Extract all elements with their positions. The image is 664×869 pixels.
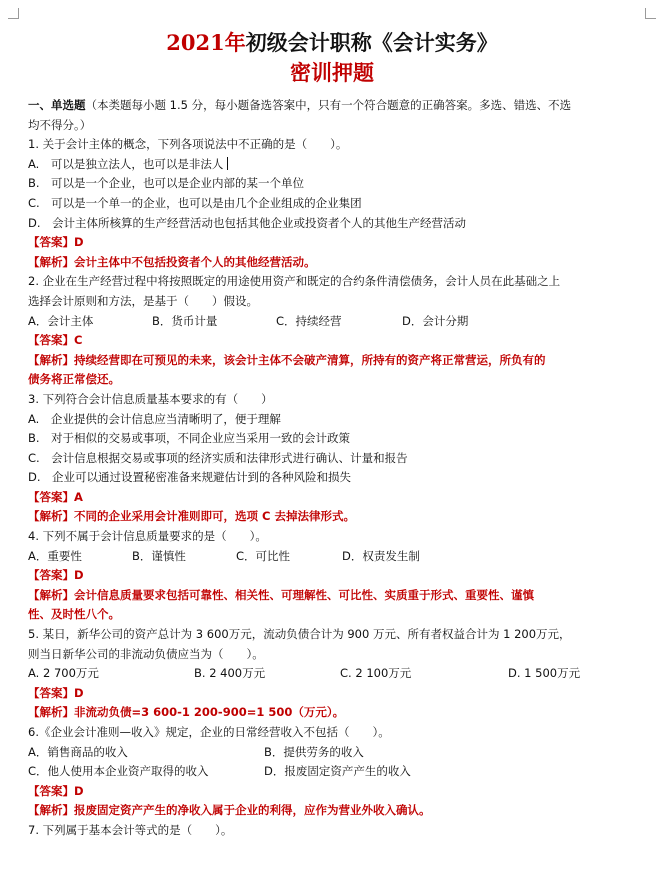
section-header: 一、单选题（本类题每小题 1.5 分，每小题备选答案中，只有一个符合题意的正确答案。多选、错选、不选 <box>28 98 572 112</box>
question-stem: 2. 企业在生产经营过程中将按照既定的用途使用资产和既定的合约条件清偿债务，会计人员在此基础之上 <box>28 274 561 289</box>
analysis: 【解析】不同的企业采用会计准则即可，选项 C 去掉法律形式。 <box>28 509 355 524</box>
analysis-cont: 债务将正常偿还。 <box>28 372 120 387</box>
option-c: C. 会计信息根据交易或事项的经济实质和法律形式进行确认、计量和报告 <box>28 450 408 465</box>
option-c: C．他人使用本企业资产取得的收入 <box>28 764 209 779</box>
analysis-cont: 性、及时性八个。 <box>28 607 120 622</box>
options-row <box>28 664 640 684</box>
question-stem-cont: 选择会计原则和方法，是基于（ ）假设。 <box>28 293 258 308</box>
option-b: B. 对于相似的交易或事项，不同企业应当采用一致的会计政策 <box>28 431 351 446</box>
option-c: C. 可以是一个单一的企业，也可以是由几个企业组成的企业集团 <box>28 195 362 210</box>
page-corner-mark <box>8 8 19 19</box>
option-b: B. 可以是一个企业，也可以是企业内部的某一个单位 <box>28 176 305 191</box>
option-a: A．销售商品的收入 <box>28 744 128 759</box>
option-b: B．货币计量 <box>152 313 218 328</box>
question-stem-cont: 则当日新华公司的非流动负债应当为（ ）。 <box>28 646 264 661</box>
option-a: A. 企业提供的会计信息应当清晰明了，便于理解 <box>28 411 281 426</box>
option-a: A. 可以是独立法人，也可以是非法人 <box>28 155 640 175</box>
option-a: A．会计主体 <box>28 313 94 328</box>
option-d: D．权责发生制 <box>342 548 420 563</box>
text-cursor <box>227 157 228 170</box>
option-d: D. 1 500万元 <box>508 666 581 681</box>
answer: 【答案】D <box>28 685 84 700</box>
document-body[interactable] <box>28 96 640 841</box>
answer: 【答案】D <box>28 568 84 583</box>
section-header-cont: 均不得分。） <box>28 117 92 132</box>
option-c: C．可比性 <box>236 548 291 563</box>
options-row <box>28 762 640 782</box>
answer: 【答案】D <box>28 235 84 250</box>
option-d: D. 会计主体所核算的生产经营活动也包括其他企业或投资者个人的其他生产经营活动 <box>28 215 467 230</box>
answer: 【答案】A <box>28 489 83 504</box>
question-stem: 7. 下列属于基本会计等式的是（ ）。 <box>28 822 233 837</box>
option-c: C. 2 100万元 <box>340 666 412 681</box>
analysis: 【解析】非流动负债=3 600-1 200-900=1 500（万元）。 <box>28 705 345 720</box>
options-row <box>28 547 640 567</box>
option-a: A．重要性 <box>28 548 82 563</box>
answer: 【答案】C <box>28 333 83 348</box>
question-stem: 3. 下列符合会计信息质量基本要求的有（ ） <box>28 391 273 406</box>
option-d: D．报废固定资产产生的收入 <box>264 764 411 779</box>
option-a: A. 2 700万元 <box>28 666 99 681</box>
analysis: 【解析】会计主体中不包括投资者个人的其他经营活动。 <box>28 254 316 269</box>
option-b: B．提供劳务的收入 <box>264 744 364 759</box>
option-b: B. 2 400万元 <box>194 666 266 681</box>
answer: 【答案】D <box>28 783 84 798</box>
question-stem: 4. 下列不属于会计信息质量要求的是（ ）。 <box>28 529 267 544</box>
page-corner-mark <box>645 8 656 19</box>
document-title: 2021年初级会计职称《会计实务》 <box>166 30 498 55</box>
options-row <box>28 743 640 763</box>
question-stem: 6.《企业会计准则—收入》规定，企业的日常经营收入不包括（ ）。 <box>28 725 390 739</box>
document-subtitle: 密训押题 <box>290 60 374 85</box>
question-stem: 5. 某日，新华公司的资产总计为 3 600万元，流动负债合计为 900 万元、所有者权益合计为 1 200万元， <box>28 627 571 642</box>
option-b: B．谨慎性 <box>132 548 186 563</box>
question-stem: 1. 关于会计主体的概念，下列各项说法中不正确的是（ ）。 <box>28 137 348 152</box>
analysis: 【解析】持续经营即在可预见的未来，该会计主体不会破产清算，所持有的资产将正常营运，所负有的 <box>28 352 546 367</box>
options-row <box>28 312 640 332</box>
option-d: D．会计分期 <box>402 313 469 328</box>
analysis: 【解析】报废固定资产产生的净收入属于企业的利得，应作为营业外收入确认。 <box>28 803 431 818</box>
option-d: D. 企业可以通过设置秘密准备来规避估计到的各种风险和损失 <box>28 470 352 485</box>
analysis: 【解析】会计信息质量要求包括可靠性、相关性、可理解性、可比性、实质重于形式、重要性、谨慎 <box>28 587 534 602</box>
option-c: C．持续经营 <box>276 313 342 328</box>
